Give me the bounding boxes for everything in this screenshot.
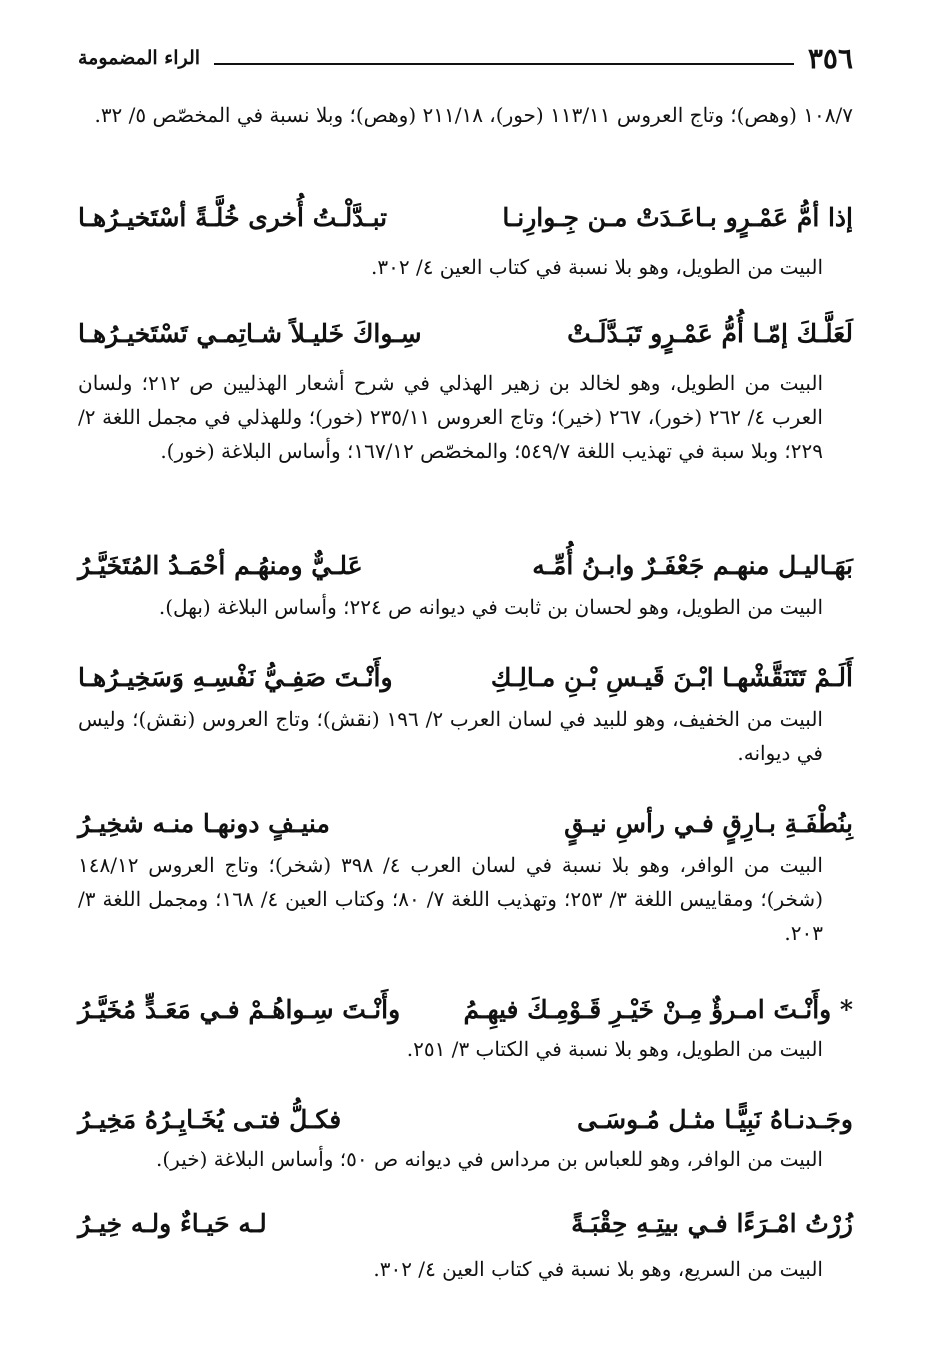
poem-entry bbox=[78, 804, 853, 950]
verse-line bbox=[78, 658, 853, 698]
verse-line bbox=[78, 804, 853, 844]
verse-line bbox=[78, 198, 853, 238]
poem-entry bbox=[78, 546, 853, 624]
verse-second-hemistich: وأَنْـتَ صَفِـيُّ نَفْسِـهِ وَسَخِيـرُهـا bbox=[78, 663, 393, 692]
page-number: ٣٥٦ bbox=[807, 41, 853, 75]
verse-note: البيت من الطويل، وهو لخالد بن زهير الهذلي في شرح أشعار الهذليين ص ٢١٢؛ ولسان العرب ٤/ ٢٦٢ (خور)، ٢٦٧ (خير)؛ وتاج العروس ٢٣٥/١١ (خور)؛ وللهذلي في مجمل اللغة ٢/ ٢٢٩؛ وبلا سبة في تهذيب اللغة ٥٤٩/٧؛ والمخصّص ١٦٧/١٢؛ وأساس البلاغة (خور). bbox=[78, 371, 823, 463]
verse-line bbox=[78, 1100, 853, 1140]
intro-note: ١٠٨/٧ (وهص)؛ وتاج العروس ١١٣/١١ (حور)، ٢١١/١٨ (وهص)؛ وبلا نسبة في المخصّص ٥/ ٣٢. bbox=[94, 103, 853, 127]
verse-note: البيت من الخفيف، وهو للبيد في لسان العرب ٢/ ١٩٦ (نقش)؛ وتاج العروس (نقش)؛ وليس في ديوانه. bbox=[78, 707, 823, 765]
poem-entry bbox=[78, 1100, 853, 1176]
verse-note: البيت من الطويل، وهو بلا نسبة في الكتاب ٣/ ٢٥١. bbox=[406, 1037, 823, 1061]
verse-second-hemistich: لـه حَيـاءٌ ولـه خِيـرُ bbox=[78, 1209, 267, 1238]
verse-line bbox=[78, 990, 853, 1030]
verse-line bbox=[78, 546, 853, 586]
verse-first-hemistich: لَعَلَّـكَ إمّـا أُمُّ عَمْـرٍو تَبَـدَّلَـتْ bbox=[567, 319, 853, 348]
verse-second-hemistich: وأَنْـتَ سِـواهُـمْ فـي مَعَـدٍّ مُخَيَّـرُ bbox=[78, 995, 401, 1024]
verse-note: البيت من الطويل، وهو بلا نسبة في كتاب العين ٤/ ٣٠٢. bbox=[371, 255, 823, 279]
verse-first-hemistich: أَلَـمْ تَتَنَقَّشْهـا ابْـنَ قَيـسِ بْـنِ مـالِـكِ bbox=[490, 663, 853, 692]
verse-line bbox=[78, 314, 853, 354]
poem-entry bbox=[78, 658, 853, 770]
verse-second-hemistich: منيـفٍ دونهـا منـه شخِيـرُ bbox=[78, 809, 330, 838]
verse-first-hemistich: إذا أمُّ عَمْـرٍو بـاعَـدَتْ مـن جِـوارِنـا bbox=[502, 203, 853, 232]
poem-entry bbox=[78, 1204, 853, 1286]
verse-second-hemistich: تبـدَّلْـتُ أُخرى خُلَّـةً أسْتَخيـرُهـا bbox=[78, 203, 388, 232]
running-header bbox=[78, 38, 853, 78]
verse-first-hemistich: وجَـدنـاهُ نَبِيًّـا مثـل مُـوسَـى bbox=[576, 1105, 853, 1134]
verse-first-hemistich: زُرْتُ امْـرَءًا فـي بيتِـهِ حِقْبَـةً bbox=[571, 1209, 853, 1238]
verse-first-hemistich: بِنُطْفَـةِ بـارِقٍ فـي رأسِ نيـقٍ bbox=[564, 809, 853, 838]
poem-entry bbox=[78, 314, 853, 468]
verse-first-hemistich: بَهَـاليـل منهـم جَعْفَـرٌ وابـنُ أُمِّـه bbox=[532, 551, 853, 580]
book-page bbox=[78, 38, 853, 1328]
verse-note: البيت من الطويل، وهو لحسان بن ثابت في ديوانه ص ٢٢٤؛ وأساس البلاغة (بهل). bbox=[158, 595, 823, 619]
verse-note: البيت من الوافر، وهو بلا نسبة في لسان العرب ٤/ ٣٩٨ (شخر)؛ وتاج العروس ١٤٨/١٢ (شخر)؛ ومقاييس اللغة ٣/ ٢٥٣؛ وتهذيب اللغة ٧/ ٨٠؛ وكتاب العين ٤/ ١٦٨؛ ومجمل اللغة ٣/ ٢٠٣. bbox=[78, 853, 823, 945]
verse-second-hemistich: عَلـيٌّ ومنهُـم أحْمَـدُ المُتَخَيَّـرُ bbox=[78, 551, 363, 580]
header-rule bbox=[214, 63, 794, 65]
verse-second-hemistich: فكـلُّ فتـى يُخَـايِـرُهُ مَخِيـرُ bbox=[78, 1105, 342, 1134]
verse-note: البيت من السريع، وهو بلا نسبة في كتاب العين ٤/ ٣٠٢. bbox=[373, 1257, 823, 1281]
verse-second-hemistich: سِـواكَ خَليـلاً شـاتِمـي تَسْتَخيـرُهـا bbox=[78, 319, 422, 348]
poem-entry bbox=[78, 198, 853, 284]
poem-entry bbox=[78, 990, 853, 1066]
verse-line bbox=[78, 1204, 853, 1244]
section-title: الراء المضمومة bbox=[78, 47, 201, 69]
verse-note: البيت من الوافر، وهو للعباس بن مرداس في ديوانه ص ٥٠؛ وأساس البلاغة (خير). bbox=[156, 1147, 823, 1171]
verse-first-hemistich: * وأَنْـتَ امـرؤٌ مِـنْ خَيْـرِ قَـوْمِـكَ فيهِـمُ bbox=[463, 995, 853, 1024]
